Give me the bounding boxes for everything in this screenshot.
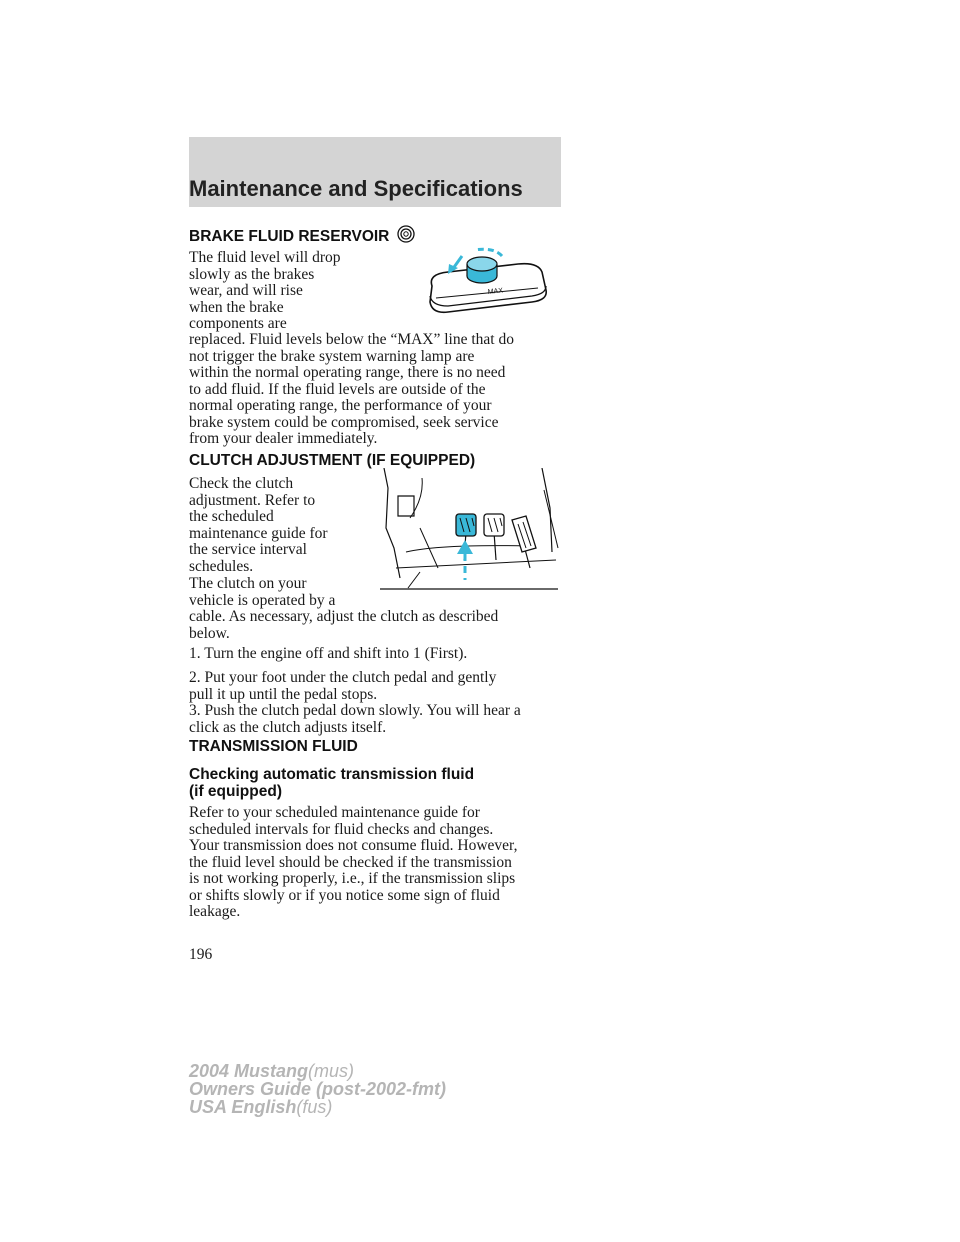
- document-footer: [189, 1062, 446, 1116]
- brake-reservoir-illustration: [418, 246, 566, 326]
- brake-fluid-heading: [189, 224, 416, 246]
- transmission-heading: TRANSMISSION FLUID: [189, 738, 358, 755]
- footer-line-2: Owners Guide (post-2002-fmt): [189, 1079, 447, 1099]
- footer-line-3: USA English(fus): [189, 1097, 333, 1117]
- clutch-pedals-illustration: [380, 468, 560, 592]
- clutch-paragraph-2: cable. As necessary, adjust the clutch as described below.: [189, 608, 499, 642]
- brake-paragraph: replaced. Fluid levels below the “MAX” line that do not trigger the brake system warning lamp are within the normal operating range, there is no need to add fluid. If the fluid levels are outside of the normal operating range, the performance of your brake system could be compromised, seek service from your dealer immediately.: [189, 331, 514, 447]
- brake-paragraph-wrap: The fluid level will drop slowly as the brakes wear, and will rise when the brake components are: [189, 249, 341, 332]
- clutch-step-2: 2. Put your foot under the clutch pedal and gently pull it up until the pedal stops.: [189, 669, 497, 703]
- max-line-label: MAX: [487, 287, 504, 296]
- clutch-paragraph-2-wrap: The clutch on your vehicle is operated by a: [189, 575, 336, 609]
- brake-fluid-heading-text: BRAKE FLUID RESERVOIR: [189, 228, 390, 245]
- brake-warning-icon: [396, 224, 416, 244]
- clutch-step-1: 1. Turn the engine off and shift into 1 (First).: [189, 645, 468, 662]
- transmission-subheading: Checking automatic transmission fluid (if equipped): [189, 766, 475, 800]
- page-number: 196: [189, 946, 213, 963]
- transmission-paragraph: Refer to your scheduled maintenance guide for scheduled intervals for fluid checks and changes. Your transmission does not consume fluid. However, the fluid level should be checked if the transmission is not working properly, i.e., if the transmission slips or shifts slowly or if you notice some sign of fluid leakage.: [189, 804, 518, 920]
- section-title: Maintenance and Specifications: [189, 176, 523, 201]
- clutch-paragraph-1: Check the clutch adjustment. Refer to the scheduled maintenance guide for the service interval schedules.: [189, 475, 328, 575]
- footer-line-1: 2004 Mustang(mus): [189, 1061, 355, 1081]
- clutch-step-3: 3. Push the clutch pedal down slowly. You will hear a click as the clutch adjusts itself.: [189, 702, 521, 736]
- clutch-heading: CLUTCH ADJUSTMENT (IF EQUIPPED): [189, 452, 476, 469]
